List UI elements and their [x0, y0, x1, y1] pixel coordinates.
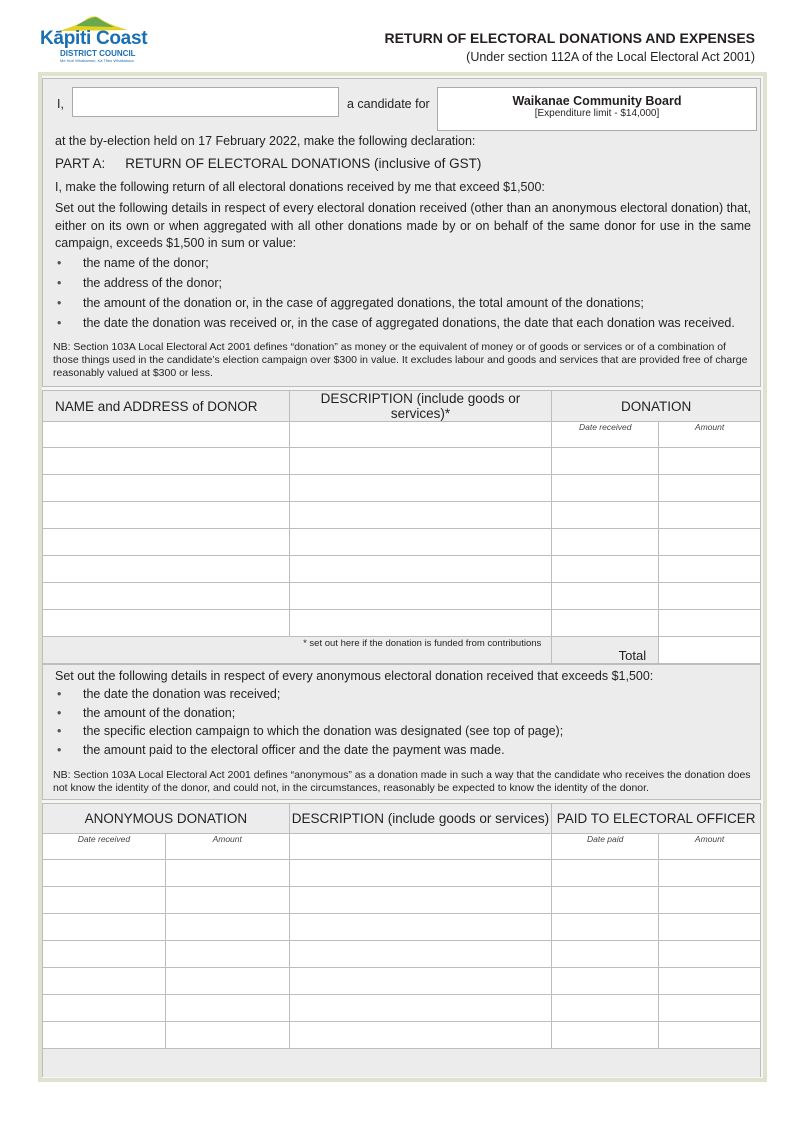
table-cell[interactable]	[289, 914, 552, 941]
table-cell[interactable]	[659, 556, 761, 583]
table-cell[interactable]	[289, 1022, 552, 1049]
table-cell[interactable]	[289, 995, 552, 1022]
table-row	[43, 1022, 761, 1049]
anonymous-panel	[42, 664, 761, 800]
table-cell[interactable]	[659, 968, 761, 995]
table-cell[interactable]	[552, 860, 659, 887]
table-cell[interactable]	[43, 995, 166, 1022]
table-cell[interactable]	[552, 556, 659, 583]
table-cell[interactable]	[165, 995, 289, 1022]
total-label: Total	[552, 637, 659, 664]
table-cell[interactable]	[659, 995, 761, 1022]
table-cell[interactable]	[289, 610, 552, 637]
bullet: • the date the donation was received or, in the case of aggregated donations, the date that each donation was received.	[55, 313, 755, 333]
table-cell[interactable]	[552, 583, 659, 610]
table-row	[43, 448, 761, 475]
table-cell[interactable]	[165, 941, 289, 968]
table-cell[interactable]	[43, 887, 166, 914]
part-a-bullets	[55, 253, 755, 333]
col-anonymous: ANONYMOUS DONATION	[43, 804, 290, 834]
table-cell[interactable]	[659, 529, 761, 556]
table-row	[43, 556, 761, 583]
table-cell[interactable]	[552, 502, 659, 529]
table-cell[interactable]	[289, 860, 552, 887]
table-cell[interactable]	[289, 834, 552, 860]
election-text: at the by-election held on 17 February 2022, make the following declaration:	[55, 134, 476, 148]
table-cell[interactable]	[289, 941, 552, 968]
table-cell[interactable]	[552, 1022, 659, 1049]
table-cell[interactable]	[659, 448, 761, 475]
board-box	[437, 87, 757, 131]
i-label: I,	[57, 97, 64, 111]
col-donor: NAME and ADDRESS of DONOR	[43, 391, 290, 422]
table-cell[interactable]	[289, 529, 552, 556]
table-cell[interactable]	[43, 1022, 166, 1049]
sub-header: Amount	[165, 834, 289, 860]
table-cell[interactable]	[552, 914, 659, 941]
table-cell[interactable]	[43, 448, 290, 475]
bullet: • the specific election campaign to which the donation was designated (see top of page);	[55, 722, 755, 741]
table-cell[interactable]	[552, 529, 659, 556]
table-cell[interactable]	[659, 914, 761, 941]
table-cell[interactable]	[43, 556, 290, 583]
part-a-heading: PART A: RETURN OF ELECTORAL DONATIONS (inclusive of GST)	[55, 156, 482, 171]
bullet: • the name of the donor;	[55, 253, 755, 273]
table-cell[interactable]	[165, 887, 289, 914]
table-cell[interactable]	[289, 556, 552, 583]
form-subtitle: (Under section 112A of the Local Electoral Act 2001)	[466, 50, 755, 64]
table-cell[interactable]	[43, 941, 166, 968]
table-row	[43, 502, 761, 529]
table-row	[43, 968, 761, 995]
candidate-for-label: a candidate for	[347, 97, 430, 111]
sub-header: Date received	[552, 422, 659, 448]
table-cell[interactable]	[43, 529, 290, 556]
table-cell[interactable]	[43, 502, 290, 529]
table-cell[interactable]	[552, 941, 659, 968]
col-description: DESCRIPTION (include goods or services)*	[289, 391, 552, 422]
donations-table	[42, 390, 761, 664]
table-cell[interactable]	[552, 968, 659, 995]
table-cell[interactable]	[289, 475, 552, 502]
table-cell[interactable]	[659, 887, 761, 914]
table-cell[interactable]	[43, 860, 166, 887]
table-cell[interactable]	[552, 610, 659, 637]
table-footer	[43, 1049, 761, 1077]
table-cell[interactable]	[552, 995, 659, 1022]
part-a-details: Set out the following details in respect of every electoral donation received (other than an anonymous electoral donation) that, either on its own or when aggregated with all other donations made by or on behalf of the same donor for use in the same campaign, exceeds $1,500 in sum or value:	[55, 201, 751, 250]
table-cell[interactable]	[43, 422, 290, 448]
bullet: • the amount of the donation or, in the case of aggregated donations, the total amount of the donations;	[55, 293, 755, 313]
council-logo: Kāpiti Coast DISTRICT COUNCIL Me Huri Whakamuri, Ka Titiro Whakamua	[38, 14, 148, 62]
table-row	[43, 583, 761, 610]
table-row	[43, 887, 761, 914]
table-cell[interactable]	[659, 1022, 761, 1049]
candidate-name-input[interactable]	[72, 87, 339, 117]
declaration-panel	[42, 78, 761, 387]
form-title: RETURN OF ELECTORAL DONATIONS AND EXPENSES	[384, 30, 755, 46]
table-cell[interactable]	[659, 610, 761, 637]
table-cell[interactable]	[43, 914, 166, 941]
table-row	[43, 860, 761, 887]
table-cell[interactable]	[552, 448, 659, 475]
table-row	[43, 610, 761, 637]
table-cell[interactable]	[289, 422, 552, 448]
table-row	[43, 941, 761, 968]
sub-header: Date received	[43, 834, 166, 860]
anonymous-table	[42, 803, 761, 1077]
table-cell[interactable]	[659, 860, 761, 887]
table-cell[interactable]	[43, 475, 290, 502]
table-row	[43, 914, 761, 941]
table-cell[interactable]	[289, 502, 552, 529]
bullet: • the date the donation was received;	[55, 685, 755, 704]
col-description: DESCRIPTION (include goods or services)	[289, 804, 552, 834]
sub-header: Amount	[659, 422, 761, 448]
table-cell[interactable]	[552, 475, 659, 502]
table-row	[43, 529, 761, 556]
sub-header: Amount	[659, 834, 761, 860]
table-cell[interactable]	[289, 887, 552, 914]
anonymous-details: Set out the following details in respect of every anonymous electoral donation received that exceeds $1,500:	[55, 669, 654, 683]
table-cell[interactable]	[289, 448, 552, 475]
table-cell[interactable]	[165, 914, 289, 941]
anonymous-bullets	[55, 685, 755, 759]
table-cell[interactable]	[289, 583, 552, 610]
table-row	[43, 995, 761, 1022]
part-a-intro: I, make the following return of all electoral donations received by me that exceed $1,500:	[55, 180, 545, 194]
table-cell[interactable]	[552, 887, 659, 914]
table-cell[interactable]	[659, 941, 761, 968]
table-cell[interactable]	[165, 860, 289, 887]
bullet: • the amount paid to the electoral officer and the date the payment was made.	[55, 741, 755, 760]
board-name: Waikanae Community Board	[512, 94, 682, 108]
anonymous-definition-note: NB: Section 103A Local Electoral Act 2001 defines “anonymous” as a donation made in such a way that the candidate who receives the donation does not know the identity of the donor, and could not, in the circumstances, reasonably be expected to know the identity of the donor.	[53, 769, 751, 794]
table-cell[interactable]	[659, 502, 761, 529]
table-cell[interactable]	[43, 610, 290, 637]
table-cell[interactable]	[165, 1022, 289, 1049]
bullet: • the amount of the donation;	[55, 704, 755, 723]
table-cell[interactable]	[659, 583, 761, 610]
footnote: * set out here if the donation is funded from contributions	[43, 637, 552, 664]
col-donation: DONATION	[552, 391, 761, 422]
donation-definition-note: NB: Section 103A Local Electoral Act 2001 defines “donation” as money or the equivalent of money or of goods or services or of a combination of those things used in the candidate’s election campaign over $300 in value. It excludes labour and goods and services that are provided free of charge reasonably valued at $300 or less.	[53, 341, 748, 379]
table-cell[interactable]	[289, 968, 552, 995]
expenditure-limit: [Expenditure limit - $14,000]	[534, 108, 660, 119]
table-cell[interactable]	[165, 968, 289, 995]
bullet: • the address of the donor;	[55, 273, 755, 293]
total-amount-input[interactable]	[659, 637, 761, 664]
table-cell[interactable]	[659, 475, 761, 502]
col-paid: PAID TO ELECTORAL OFFICER	[552, 804, 761, 834]
table-cell[interactable]	[43, 583, 290, 610]
table-cell[interactable]	[43, 968, 166, 995]
sub-header: Date paid	[552, 834, 659, 860]
table-row	[43, 475, 761, 502]
